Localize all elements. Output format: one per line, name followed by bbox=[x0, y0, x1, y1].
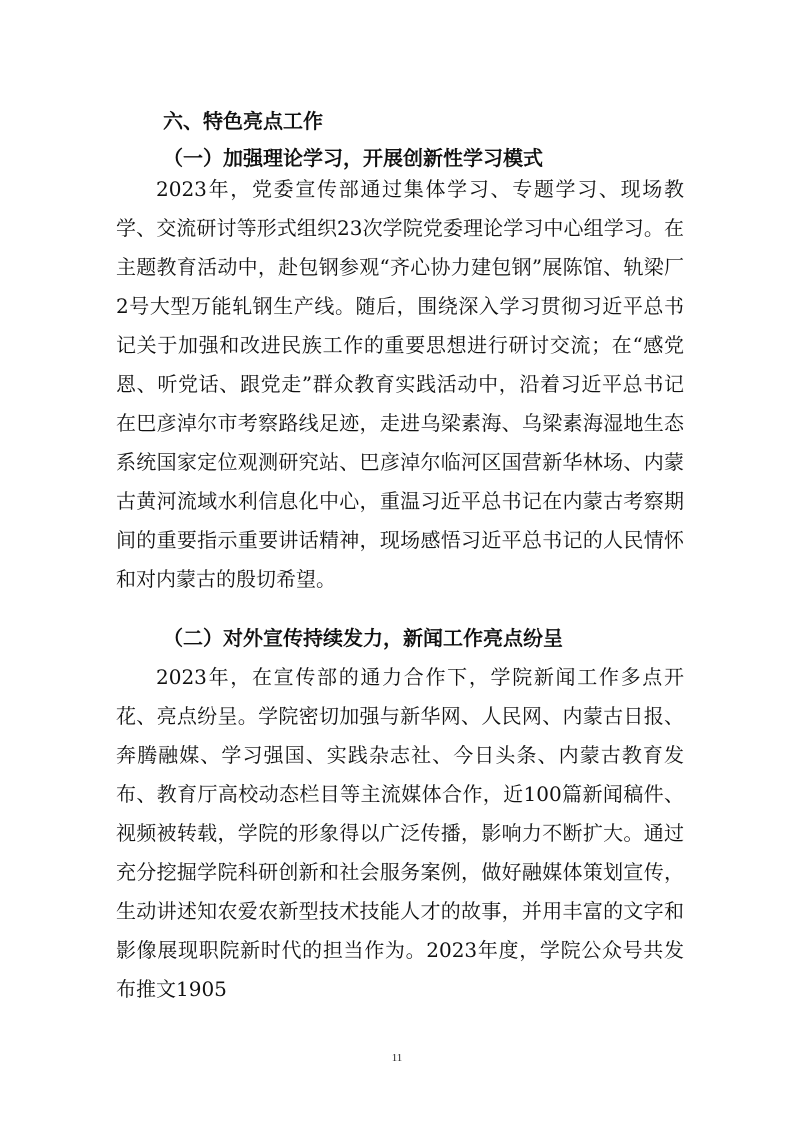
page-number: 11 bbox=[391, 1052, 403, 1064]
section-title: 六、特色亮点工作 bbox=[163, 109, 323, 133]
subsection-heading-1: （一）加强理论学习，开展创新性学习模式 bbox=[163, 146, 543, 170]
subsection-heading-2: （二）对外宣传持续发力，新闻工作亮点纷呈 bbox=[163, 626, 563, 650]
paragraph-2 bbox=[116, 658, 684, 1009]
paragraph-1-text: 2023年，党委宣传部通过集体学习、专题学习、现场教学、交流研讨等形式组织23次学院党委理论学习中心组学习。在主题教育活动中，赴包钢参观“齐心协力建包钢”展陈馆、轨梁厂2号大型万能轧钢生产线。随后，围绕深入学习贯彻习近平总书记关于加强和改进民族工作的重要思想进行研讨交流；在“感党恩、听党话、跟党走”群众教育实践活动中，沿着习近平总书记在巴彦淖尔市考察路线足迹，走进乌梁素海、乌梁素海湿地生态系统国家定位观测研究站、巴彦淖尔临河区国营新华林场、内蒙古黄河流域水利信息化中心，重温习近平总书记在内蒙古考察期间的重要指示重要讲话精神，现场感悟习近平总书记的人民情怀和对内蒙古的殷切希望。 bbox=[116, 177, 684, 591]
paragraph-1 bbox=[116, 170, 684, 599]
paragraph-2-text: 2023年，在宣传部的通力合作下，学院新闻工作多点开花、亮点纷呈。学院密切加强与新华网、人民网、内蒙古日报、奔腾融媒、学习强国、实践杂志社、今日头条、内蒙古教育发布、教育厅高校动态栏目等主流媒体合作，近100篇新闻稿件、视频被转载，学院的形象得以广泛传播，影响力不断扩大。通过充分挖掘学院科研创新和社会服务案例，做好融媒体策划宣传，生动讲述知农爱农新型技术技能人才的故事，并用丰富的文字和影像展现职院新时代的担当作为。2023年度，学院公众号共发布推文1905 bbox=[116, 665, 684, 1001]
